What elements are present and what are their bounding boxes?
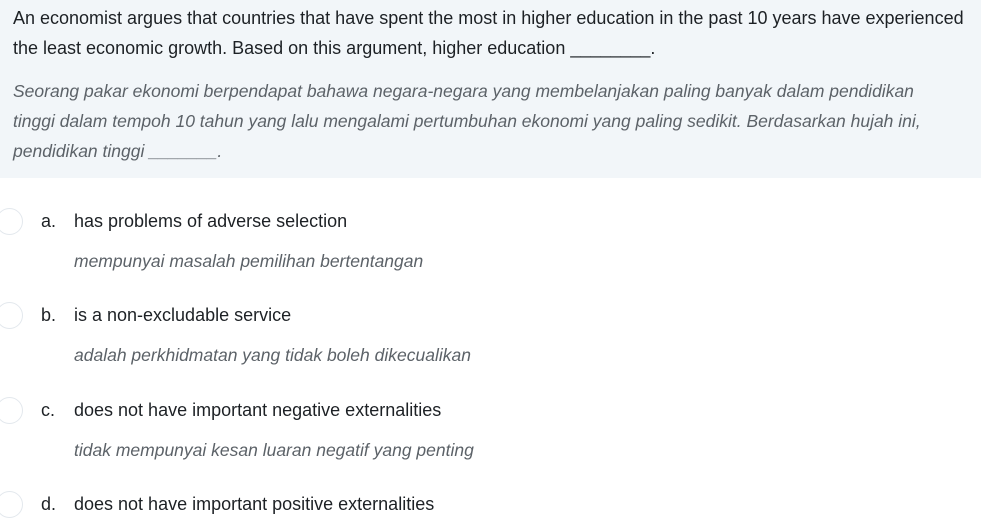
option-text-english-d: does not have important positive externalities	[74, 494, 435, 514]
question-text-box	[0, 0, 981, 178]
option-text-english-a: has problems of adverse selection	[74, 211, 348, 231]
option-text-malay-c: tidak mempunyai kesan luaran negatif yang penting	[74, 440, 474, 460]
answer-option-a[interactable]	[0, 194, 981, 284]
answer-option-d[interactable]	[0, 477, 981, 530]
option-letter-c: c.	[41, 400, 56, 420]
option-letter-b: b.	[41, 305, 57, 325]
radio-button-d[interactable]	[0, 491, 23, 518]
answer-option-b[interactable]	[0, 288, 981, 378]
answer-option-c[interactable]	[0, 383, 981, 473]
option-text-malay-a: mempunyai masalah pemilihan bertentangan	[74, 251, 424, 271]
question-text-malay: Seorang pakar ekonomi berpendapat bahawa negara-negara yang membelanjakan paling banyak dalam pendidikan tinggi dalam tempoh 10 tahun yang lalu mengalami pertumbuhan ekonomi yang paling sedikit. Berdasarkan hujah ini, pendidikan tinggi _______.	[13, 81, 926, 161]
radio-button-b[interactable]	[0, 302, 23, 329]
radio-button-a[interactable]	[0, 208, 23, 235]
option-letter-d: d.	[41, 494, 57, 514]
question-text-english: An economist argues that countries that have spent the most in higher education in the past 10 years have experienced the least economic growth. Based on this argument, higher education ________.	[13, 8, 969, 58]
option-letter-a: a.	[41, 211, 57, 231]
option-text-malay-b: adalah perkhidmatan yang tidak boleh dikecualikan	[74, 345, 471, 365]
option-text-english-c: does not have important negative externalities	[74, 400, 442, 420]
radio-button-c[interactable]	[0, 397, 23, 424]
option-text-english-b: is a non-excludable service	[74, 305, 292, 325]
